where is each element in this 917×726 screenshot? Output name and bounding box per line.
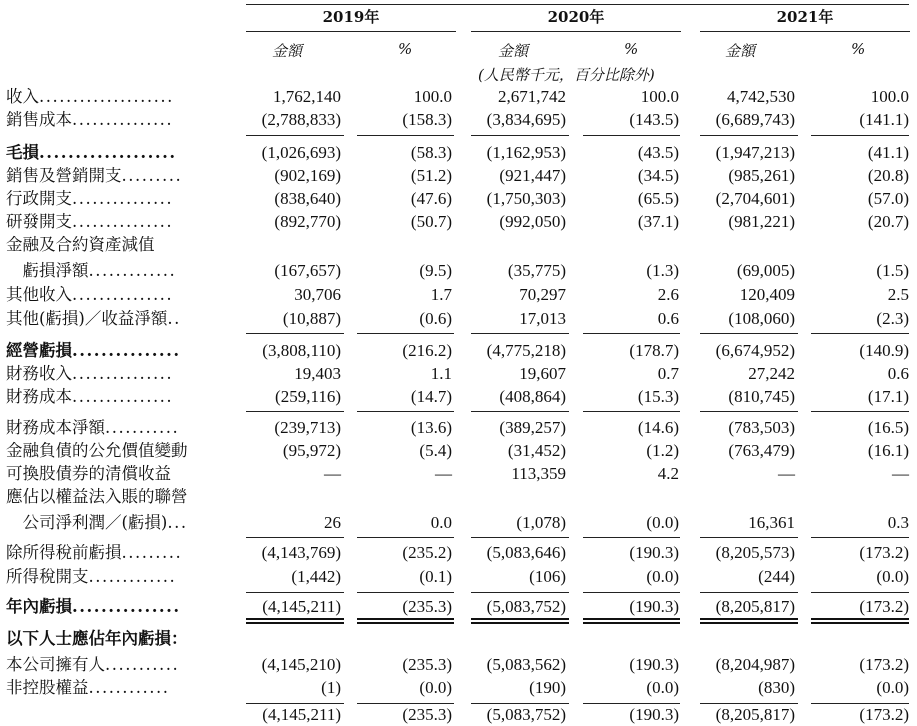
percent-cell: 1.7 bbox=[430, 285, 452, 304]
percent-cell: 100.0 bbox=[870, 87, 909, 106]
leader-dots: ......... bbox=[121, 166, 183, 185]
percent-cell: (0.0) bbox=[646, 678, 679, 697]
table-row bbox=[0, 677, 917, 699]
leader-dots: .. bbox=[167, 309, 181, 328]
table-row bbox=[0, 109, 917, 131]
row-label bbox=[6, 486, 221, 508]
percent-cell: 2.6 bbox=[657, 285, 679, 304]
amount-cell: (992,050) bbox=[499, 212, 566, 231]
table-row bbox=[0, 260, 917, 282]
table-row bbox=[0, 654, 917, 676]
table-row bbox=[0, 596, 917, 618]
leader-dots: ............. bbox=[88, 261, 177, 280]
amount-cell: (4,145,211) bbox=[262, 597, 341, 616]
amount-cell: (1,750,303) bbox=[486, 189, 566, 208]
leader-dots: ............... bbox=[72, 341, 181, 360]
percent-cell: — bbox=[892, 464, 909, 483]
amount-cell: (8,205,573) bbox=[715, 543, 795, 562]
amount-cell: (5,083,752) bbox=[486, 705, 566, 724]
percent-cell: (16.1) bbox=[867, 441, 909, 460]
table-row bbox=[0, 542, 917, 564]
percent-cell: (13.6) bbox=[410, 418, 452, 437]
row-label bbox=[6, 386, 221, 408]
amount-cell: (892,770) bbox=[274, 212, 341, 231]
percent-cell: (65.5) bbox=[637, 189, 679, 208]
percent-cell: (0.0) bbox=[419, 678, 452, 697]
percent-cell: 1.1 bbox=[430, 364, 452, 383]
amount-cell: 4,742,530 bbox=[727, 87, 795, 106]
row-label bbox=[6, 142, 221, 164]
row-label-text: 虧損淨額 bbox=[6, 261, 89, 280]
percent-cell: (50.7) bbox=[410, 212, 452, 231]
row-label-text: 銷售成本 bbox=[6, 110, 72, 129]
percent-cell: (20.8) bbox=[867, 166, 909, 185]
leader-dots: ............... bbox=[72, 212, 174, 231]
amount-cell: 30,706 bbox=[294, 285, 341, 304]
table-row bbox=[0, 386, 917, 408]
percent-cell: (1.5) bbox=[876, 261, 909, 280]
percent-cell: — bbox=[435, 464, 452, 483]
percent-cell: (15.3) bbox=[637, 387, 679, 406]
percent-cell: (5.4) bbox=[419, 441, 452, 460]
percent-cell: (0.0) bbox=[876, 678, 909, 697]
percent-cell: (0.0) bbox=[646, 567, 679, 586]
percent-cell: (57.0) bbox=[867, 189, 909, 208]
percent-cell: 2.5 bbox=[887, 285, 909, 304]
amount-cell: (35,775) bbox=[507, 261, 566, 280]
row-label-text: 財務收入 bbox=[6, 364, 72, 383]
amount-cell: 1,762,140 bbox=[273, 87, 341, 106]
leader-dots: ......... bbox=[121, 543, 183, 562]
amount-cell: 27,242 bbox=[748, 364, 795, 383]
amount-cell: (1) bbox=[321, 678, 341, 697]
amount-cell: (95,972) bbox=[282, 441, 341, 460]
amount-cell: (389,257) bbox=[499, 418, 566, 437]
table-row bbox=[0, 340, 917, 362]
table-row bbox=[0, 440, 917, 462]
row-label bbox=[6, 512, 221, 534]
percent-header-2021: % bbox=[851, 40, 866, 58]
amount-cell: (5,083,646) bbox=[486, 543, 566, 562]
row-label-text: 金融負債的公允價值變動 bbox=[6, 441, 188, 460]
table-row bbox=[0, 234, 917, 256]
amount-cell: (830) bbox=[758, 678, 795, 697]
amount-cell: — bbox=[324, 464, 341, 483]
amount-cell: (985,261) bbox=[728, 166, 795, 185]
amount-cell: (4,145,211) bbox=[262, 705, 341, 724]
percent-cell: (173.2) bbox=[859, 655, 909, 674]
amount-cell: (69,005) bbox=[736, 261, 795, 280]
percent-cell: (235.3) bbox=[402, 705, 452, 724]
amount-cell: (5,083,562) bbox=[486, 655, 566, 674]
percent-cell: (43.5) bbox=[637, 143, 679, 162]
year-2021-header: 2021年 bbox=[776, 8, 834, 26]
amount-cell: (3,834,695) bbox=[486, 110, 566, 129]
percent-cell: (2.3) bbox=[876, 309, 909, 328]
row-label-text: 銷售及營銷開支 bbox=[6, 166, 122, 185]
leader-dots: ... bbox=[167, 513, 188, 532]
percent-cell: (0.0) bbox=[876, 567, 909, 586]
percent-cell: (47.6) bbox=[410, 189, 452, 208]
percent-cell: (235.3) bbox=[402, 655, 452, 674]
row-label-text: 收入 bbox=[6, 87, 39, 106]
table-row bbox=[0, 628, 917, 650]
amount-cell: (8,204,987) bbox=[715, 655, 795, 674]
table-row bbox=[0, 188, 917, 210]
percent-cell: (41.1) bbox=[867, 143, 909, 162]
table-row bbox=[0, 308, 917, 330]
amount-cell: 26 bbox=[324, 513, 341, 532]
amount-cell: (1,947,213) bbox=[715, 143, 795, 162]
row-label-text: 財務成本 bbox=[6, 387, 72, 406]
leader-dots: ................... bbox=[39, 143, 177, 162]
leader-dots: ............... bbox=[72, 597, 181, 616]
amount-cell: (902,169) bbox=[274, 166, 341, 185]
percent-cell: (51.2) bbox=[410, 166, 452, 185]
amount-cell: (244) bbox=[758, 567, 795, 586]
row-label bbox=[6, 566, 221, 588]
row-label bbox=[6, 340, 221, 362]
row-label bbox=[6, 308, 221, 330]
header-top-rule bbox=[246, 4, 909, 5]
table-row bbox=[0, 463, 917, 485]
percent-cell: 0.3 bbox=[887, 513, 909, 532]
row-label-text: 除所得稅前虧損 bbox=[6, 543, 122, 562]
row-label-text: 可換股債券的清償收益 bbox=[6, 464, 171, 483]
amount-cell: (4,143,769) bbox=[261, 543, 341, 562]
amount-cell: (167,657) bbox=[274, 261, 341, 280]
amount-cell: 19,403 bbox=[294, 364, 341, 383]
row-label-text: 應佔以權益法入賬的聯營 bbox=[6, 487, 188, 506]
percent-cell: (20.7) bbox=[867, 212, 909, 231]
percent-cell: (158.3) bbox=[402, 110, 452, 129]
row-label-text: 以下人士應佔年內虧損： bbox=[6, 629, 188, 648]
currency-note: (人民幣千元，百分比除外) bbox=[478, 66, 655, 84]
row-label-text: 年內虧損 bbox=[6, 597, 72, 616]
percent-cell: 0.6 bbox=[887, 364, 909, 383]
amount-cell: (5,083,752) bbox=[486, 597, 566, 616]
amount-cell: (2,704,601) bbox=[715, 189, 795, 208]
amount-cell: 70,297 bbox=[519, 285, 566, 304]
row-label-text: 行政開支 bbox=[6, 189, 72, 208]
percent-cell: (235.3) bbox=[402, 597, 452, 616]
amount-cell: (1,162,953) bbox=[486, 143, 566, 162]
table-row bbox=[0, 363, 917, 385]
percent-cell: 0.6 bbox=[657, 309, 679, 328]
percent-cell: (173.2) bbox=[859, 705, 909, 724]
amount-cell: (408,864) bbox=[499, 387, 566, 406]
amount-cell: (239,713) bbox=[274, 418, 341, 437]
amount-cell: (783,503) bbox=[728, 418, 795, 437]
table-row bbox=[0, 486, 917, 508]
table-row bbox=[0, 86, 917, 108]
percent-cell: (0.6) bbox=[419, 309, 452, 328]
percent-cell: 0.7 bbox=[657, 364, 679, 383]
amount-cell: (838,640) bbox=[274, 189, 341, 208]
row-label bbox=[6, 596, 221, 618]
row-label bbox=[6, 211, 221, 233]
percent-header-2019: % bbox=[398, 40, 413, 58]
row-label bbox=[6, 417, 221, 439]
table-row bbox=[0, 704, 917, 726]
row-label bbox=[6, 165, 221, 187]
row-label bbox=[6, 260, 221, 282]
amount-cell: (8,205,817) bbox=[715, 597, 795, 616]
table-row bbox=[0, 142, 917, 164]
table-row bbox=[0, 566, 917, 588]
row-label-text: 金融及合約資產減值 bbox=[6, 235, 155, 254]
year-2021-rule bbox=[700, 31, 910, 32]
percent-cell: (190.3) bbox=[629, 655, 679, 674]
percent-cell: (34.5) bbox=[637, 166, 679, 185]
row-label bbox=[6, 188, 221, 210]
amount-cell: (6,674,952) bbox=[715, 341, 795, 360]
leader-dots: ........... bbox=[105, 655, 180, 674]
percent-cell: (58.3) bbox=[410, 143, 452, 162]
percent-cell: (235.2) bbox=[402, 543, 452, 562]
row-label bbox=[6, 363, 221, 385]
row-label-text: 研發開支 bbox=[6, 212, 72, 231]
amount-cell: (1,078) bbox=[516, 513, 566, 532]
percent-header-2020: % bbox=[624, 40, 639, 58]
percent-cell: (14.7) bbox=[410, 387, 452, 406]
table-row bbox=[0, 211, 917, 233]
year-2020-header: 2020年 bbox=[547, 8, 605, 26]
amount-cell: — bbox=[778, 464, 795, 483]
percent-cell: (216.2) bbox=[402, 341, 452, 360]
amount-cell: (8,205,817) bbox=[715, 705, 795, 724]
leader-dots: ............... bbox=[72, 189, 174, 208]
row-label bbox=[6, 86, 221, 108]
amount-cell: (3,808,110) bbox=[262, 341, 341, 360]
percent-cell: (0.1) bbox=[419, 567, 452, 586]
amount-cell: (259,116) bbox=[275, 387, 341, 406]
row-label bbox=[6, 440, 221, 462]
amount-cell: (10,887) bbox=[282, 309, 341, 328]
amount-cell: 2,671,742 bbox=[498, 87, 566, 106]
amount-cell: 120,409 bbox=[739, 285, 795, 304]
percent-cell: (190.3) bbox=[629, 597, 679, 616]
percent-cell: (143.5) bbox=[629, 110, 679, 129]
percent-cell: 100.0 bbox=[413, 87, 452, 106]
table-row bbox=[0, 284, 917, 306]
row-label-text: 所得稅開支 bbox=[6, 567, 89, 586]
amount-header-2019: 金額 bbox=[272, 42, 303, 60]
percent-cell: (173.2) bbox=[859, 597, 909, 616]
amount-cell: (981,221) bbox=[728, 212, 795, 231]
amount-cell: 19,607 bbox=[519, 364, 566, 383]
percent-cell: (190.3) bbox=[629, 543, 679, 562]
percent-cell: (0.0) bbox=[646, 513, 679, 532]
leader-dots: ............... bbox=[72, 387, 174, 406]
amount-cell: (1,442) bbox=[291, 567, 341, 586]
leader-dots: ............... bbox=[72, 285, 174, 304]
year-2019-header: 2019年 bbox=[322, 8, 380, 26]
percent-cell: 100.0 bbox=[640, 87, 679, 106]
percent-cell: (14.6) bbox=[637, 418, 679, 437]
leader-dots: ............. bbox=[88, 567, 177, 586]
row-label-text: 本公司擁有人 bbox=[6, 655, 105, 674]
amount-cell: (108,060) bbox=[728, 309, 795, 328]
row-label bbox=[6, 677, 221, 699]
percent-cell: (16.5) bbox=[867, 418, 909, 437]
percent-cell: (173.2) bbox=[859, 543, 909, 562]
amount-cell: (763,479) bbox=[728, 441, 795, 460]
percent-cell: 4.2 bbox=[657, 464, 679, 483]
percent-cell: (178.7) bbox=[629, 341, 679, 360]
amount-cell: (810,745) bbox=[728, 387, 795, 406]
table-row bbox=[0, 512, 917, 534]
percent-cell: (1.3) bbox=[646, 261, 679, 280]
row-label bbox=[6, 542, 221, 564]
table-row bbox=[0, 417, 917, 439]
row-label bbox=[6, 654, 221, 676]
amount-header-2021: 金額 bbox=[725, 42, 756, 60]
row-label-text: 非控股權益 bbox=[6, 678, 89, 697]
row-label-text: 財務成本淨額 bbox=[6, 418, 105, 437]
row-label-text: 經營虧損 bbox=[6, 341, 72, 360]
amount-cell: 16,361 bbox=[748, 513, 795, 532]
amount-cell: (2,788,833) bbox=[261, 110, 341, 129]
amount-cell: 113,359 bbox=[511, 464, 566, 483]
percent-cell: (9.5) bbox=[419, 261, 452, 280]
percent-cell: (190.3) bbox=[629, 705, 679, 724]
row-label bbox=[6, 628, 221, 650]
row-label bbox=[6, 234, 221, 256]
leader-dots: ............ bbox=[88, 678, 170, 697]
amount-cell: 17,013 bbox=[519, 309, 566, 328]
row-label-text: 其他收入 bbox=[6, 285, 72, 304]
percent-cell: (1.2) bbox=[646, 441, 679, 460]
amount-cell: (4,145,210) bbox=[261, 655, 341, 674]
leader-dots: .................... bbox=[39, 87, 174, 106]
percent-cell: (17.1) bbox=[867, 387, 909, 406]
row-label bbox=[6, 463, 221, 485]
percent-cell: 0.0 bbox=[430, 513, 452, 532]
percent-cell: (37.1) bbox=[637, 212, 679, 231]
year-2020-rule bbox=[471, 31, 681, 32]
amount-cell: (1,026,693) bbox=[261, 143, 341, 162]
amount-cell: (190) bbox=[529, 678, 566, 697]
row-label bbox=[6, 109, 221, 131]
row-label-text: 其他(虧損)／收益淨額 bbox=[6, 309, 168, 328]
amount-cell: (6,689,743) bbox=[715, 110, 795, 129]
leader-dots: ........... bbox=[105, 418, 180, 437]
row-label-text: 毛損 bbox=[6, 143, 39, 162]
amount-header-2020: 金額 bbox=[498, 42, 529, 60]
amount-cell: (4,775,218) bbox=[486, 341, 566, 360]
amount-cell: (31,452) bbox=[507, 441, 566, 460]
percent-cell: (140.9) bbox=[859, 341, 909, 360]
row-label-text: 公司淨利潤／(虧損) bbox=[6, 513, 168, 532]
leader-dots: ............... bbox=[72, 364, 174, 383]
amount-cell: (106) bbox=[529, 567, 566, 586]
year-2019-rule bbox=[246, 31, 456, 32]
row-label bbox=[6, 284, 221, 306]
leader-dots: ............... bbox=[72, 110, 174, 129]
percent-cell: (141.1) bbox=[859, 110, 909, 129]
table-row bbox=[0, 165, 917, 187]
amount-cell: (921,447) bbox=[499, 166, 566, 185]
